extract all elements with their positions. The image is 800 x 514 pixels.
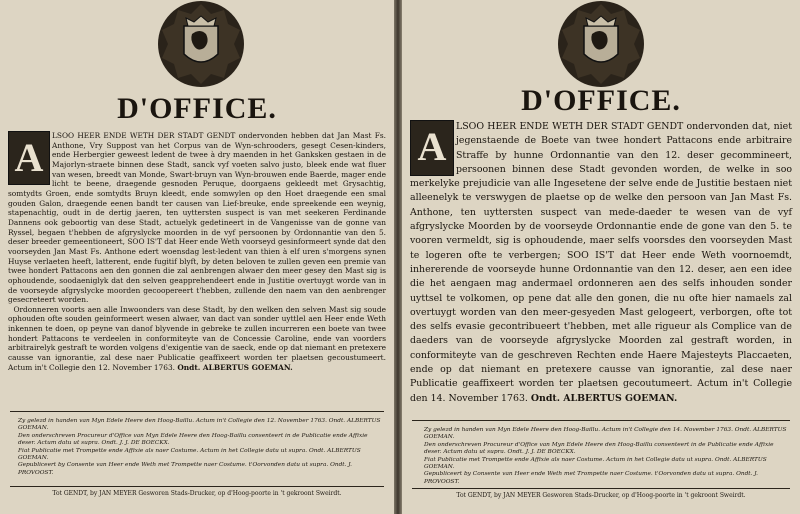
paragraph-text: LSOO HEER ENDE WETH DER STADT GENDT ondervonden hebben dat Jan Mast Fs. Anthone, Vry Suppost van het Corpus van de Wyn-schrooders, gesegt Cesen-kinders, ende Herbergier geweest ledent de twee à dry maenden in het Ganksken gestaen in de Majorlyn-straete binnen dese Stadt, sanck vyf voeten salvo justo, bleek ende wat fluer van wesen, breedt van Monde, Swart-bruyn van Wyn-brouwen ende Baerde, mager ende licht te beene, draegende gesnoden Peruque, doorgaens gekleedt met Grysachtig, somtydts Groen, ende somtydts Bruyn kleedt, ende somwylen op den Hoet draegende een smal gouden Galon, draegende eenen bandt ter causen van Lief-breuke, ende spreekende een weynig, stapenachtig, oudt in de dertig jaeren, ten uyttersten suspect is van met seekeren Ferdinande Dannens ook geboortig van dese Stadt, actuelyk gedetineert in de Vangenisse van de gonne van Ryssel, begaen t'hebben de afgryslycke moorden in de vyf persoonen by Ordonnantie van den 5. deser breeder gemeentioneert, SOO IS'T dat Heer ende Weth voorseyd gesinformeert synde dat den voorseyden Jan Mast Fs. Anthone edert woensdag lest-ledent van thien à elf uren s'morgens synen Huyse verlaeten heeft, latterent, ende fugitif blyft, by deten beloven te zullen geven een premie van twee hondert Pattacons aen den gonnen die zal aenbrengen alwaer den meer gesey den Mast sig is ophoudende, soodaeniglyk dat den selven geapprehendeert ende in Justitie overtuygt worde van in de voorseyde afgryslycke moorden gecoopereert t'hebben, zullende den naem van den aenbrenger gesecreteert worden. xyxy=(8,131,386,305)
note-line: Den onderschreven Procureur d'Office van Myn Edele Heere den Hoog-Baillu consenteert in de Publicatie ende Affixie deser. Actum datu ut supra. Ondt. J. J. DE BOECKX. xyxy=(18,432,368,447)
proclamation-body xyxy=(410,120,792,406)
coat-of-arms-emblem xyxy=(156,0,246,88)
coat-of-arms-emblem xyxy=(556,0,646,88)
divider xyxy=(412,488,790,489)
divider xyxy=(10,486,384,487)
note-line: Gepubliceert by Consente van Heer ende Weth met Trompette naer Costume. t'Oorvonden datu ut supra. Ondt. J. PROVOOST. xyxy=(424,471,759,485)
note-line: Gepubliceert by Consente van Heer ende Weth met Trompette naer Costume. t'Oorvonden datu ut supra. Ondt. J. PROVOOST. xyxy=(18,462,353,476)
paragraph-text: Ordonneren voorts aen alle Inwoonders van dese Stadt, by den welken den selven Mast sig soude ophouden ofte souden geinformeert wesen alwaer, van dact van sonder uyttlel aen Heer ende Weth inkennen te doen, op peyne van danof blyvende in gebreke te zullen incurreren een boete van twee hondert Pattacons te verdeelen in conformiteyte van de Concessie Caroline, ende van voorders arbitrairelyk gestraft te worden volgens d'exigentie van de saeck, ende op dat niemant en pretexere causse van ignorantie, zal dese naer Publicatie geaffixeert worden ter plaetsen gecoustumeert. Actum in't Collegie den 12. November 1763. xyxy=(8,304,386,372)
note-line: Zy gelezd in handen van Myn Edele Heere den Hoog-Baillu. Actum in't Collegie den 12. November 1763. Ondt. ALBERTUS GOEMAN. xyxy=(18,418,381,432)
right-proclamation xyxy=(402,0,800,514)
proclamation-title: D'OFFICE. xyxy=(521,84,681,117)
note-line: Fiat Publicatie met Trompette ende Affixie als naer Costume. Actum in het Collegie datu ut supra. Ondt. ALBERTUS GOEMAN. xyxy=(424,456,767,471)
note-line: Zy gelezd in handen van Myn Edele Heere den Hoog-Baillu. Actum in't Collegie den 14. November 1763. Ondt. ALBERTUS GOEMAN. xyxy=(424,427,787,441)
note-line: Den onderschreven Procureur d'Office van Myn Edele Heere den Hoog-Baillu consenteert in de Publicatie ende Affixie deser. Actum datu ut supra. Ondt. J. J. DE BOECKX. xyxy=(424,441,774,456)
divider xyxy=(10,411,384,412)
signature: Ondt. ALBERTUS GOEMAN. xyxy=(177,362,293,372)
ornamental-initial: A xyxy=(410,120,454,176)
paragraph-text: LSOO HEER ENDE WETH DER STADT GENDT ondervonden dat, niet jegenstaende de Boete van twee hondert Pattacons ende arbitraire Straffe by hunne Ordonnantie van den 12. deser gecommineert, persoonen binnen dese Stadt gevonden worden, de welke in soo merkelyke prejudicie van alle Ingesetene der selve ende de Justitie bestaen niet alleenelyk te verswygen de plaetse op de welke den persoon van Jan Mast Fs. Anthone, ten uyttersten suspect van mede-daeder te wesen van de vyf afgryslycke Moorden by de voorseyde Ordonnantie ende de gone van den 5. te vooren vermeldt, sig is ophoudende, maer selfs voorsdes den voorseyden Mast te logeren ofte te verbergen; SOO IS'T dat Heer ende Weth voornoemdt, inhererende de voorseyde hunne Ordonnantie van den 12. deser, aen een idee die het aengaen mag andermael ordonneren aen des selfs inhouden sonder uyttsel te volkomen, op pene dat alle den gonen, die nu ofte hier namaels zal overtuygt worden van den meer-gesyeden Mast gelogeert, verborgen, ofte tot des selfs evasie gecontribueert t'hebben, met alle rigueur als Complice van de daeders van de voorseyde afgryslycke Moorden zal gestraft worden, in conformiteyte van de geschreven Rechten ende Haere Majesteyts Placcaeten, ende op dat niemant en pretexere causse van ignorantie, zal dese naer Publicatie geaffixeert worden ter plaetsen gecoutumeert. Actum in't Collegie den 14. November 1763. xyxy=(410,121,792,404)
divider xyxy=(412,420,790,421)
printer-imprint: Tot GENDT, by JAN MEYER Gesworen Stads-Drucker, op d'Hoog-poorte in 't gekroont Sweirdt. xyxy=(52,490,342,497)
proclamation-title: D'OFFICE. xyxy=(117,92,277,125)
left-proclamation xyxy=(0,0,394,514)
signature: Ondt. ALBERTUS GOEMAN. xyxy=(530,392,678,404)
printer-imprint: Tot GENDT, by JAN MEYER Gesworen Stads-Drucker, op d'Hoog-poorte in 't gekroont Sweirdt. xyxy=(456,492,746,499)
page-gutter xyxy=(394,0,402,514)
proclamation-body xyxy=(8,131,386,372)
note-line: Fiat Publicatie met Trompette ende Affixie als naer Costume. Actum in het Collegie datu ut supra. Ondt. ALBERTUS GOEMAN. xyxy=(18,447,361,462)
endorsement-notes xyxy=(18,418,384,477)
ornamental-initial: A xyxy=(8,131,50,185)
endorsement-notes xyxy=(424,427,790,486)
